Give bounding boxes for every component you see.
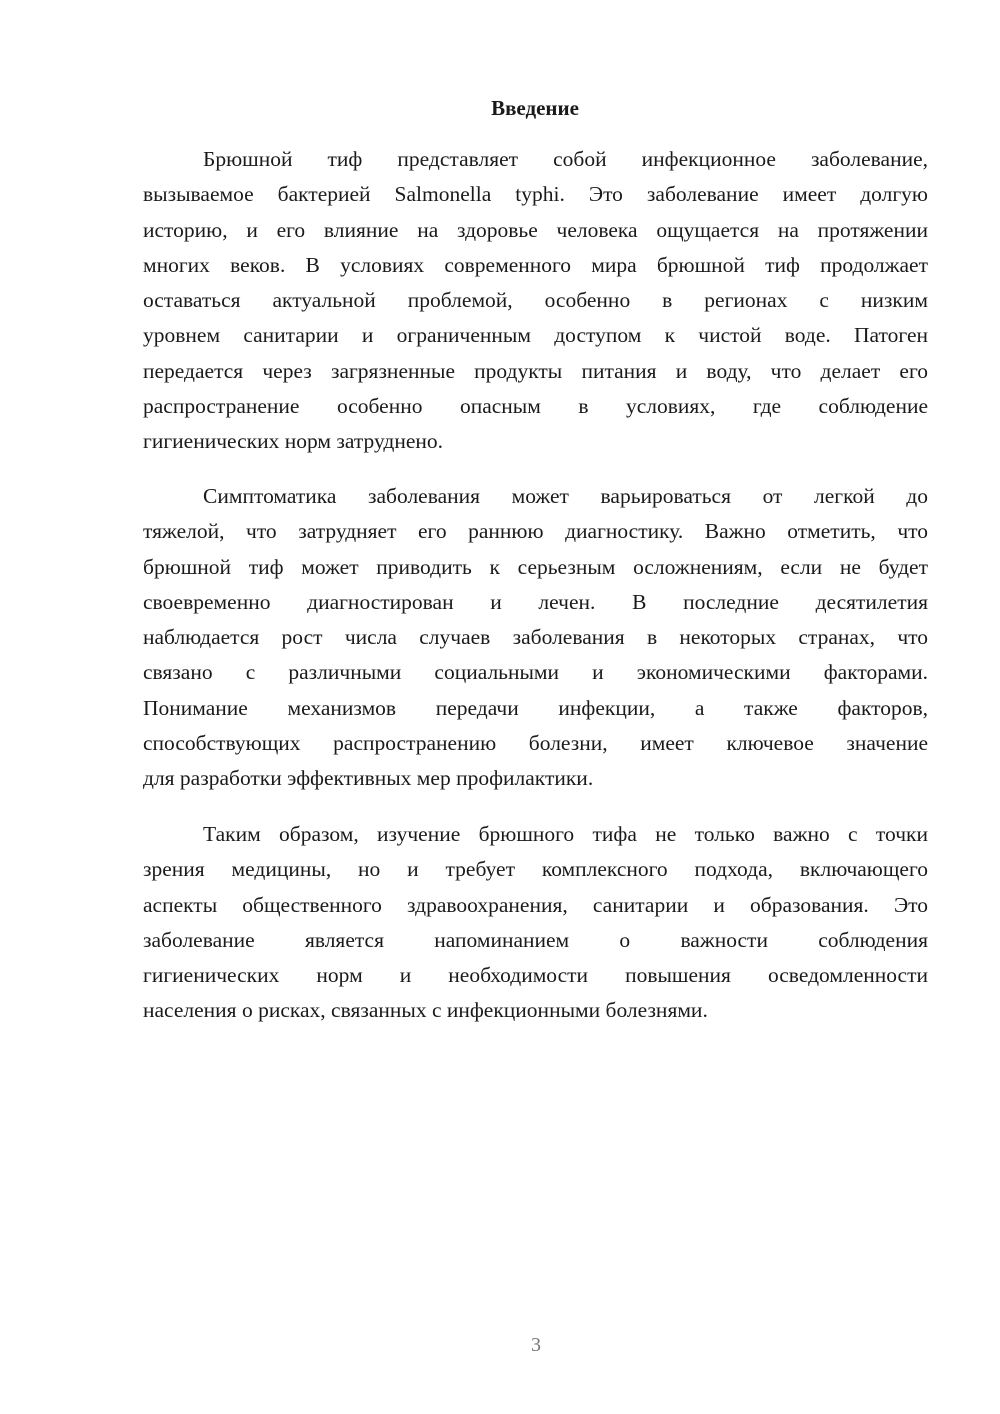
text-line: Симптоматика заболевания может варьироваться от легкой до (203, 484, 928, 508)
text-line: уровнем санитарии и ограниченным доступом к чистой воде. Патоген (143, 323, 928, 348)
text-line: Понимание механизмов передачи инфекции, а также факторов, (143, 695, 928, 720)
text-line: аспекты общественного здравоохранения, санитарии и образования. Это (143, 892, 928, 917)
paragraph-1 (143, 142, 928, 460)
text-line: гигиенических норм затруднено. (143, 429, 443, 454)
text-line: населения о рисках, связанных с инфекционными болезнями. (143, 998, 708, 1023)
text-line: многих веков. В условиях современного мира брюшной тиф продолжает (143, 252, 928, 277)
text-line: наблюдается рост числа случаев заболевания в некоторых странах, что (143, 625, 928, 650)
text-line: для разработки эффективных мер профилактики. (143, 766, 594, 791)
paragraph-2 (143, 479, 928, 797)
text-line: своевременно диагностирован и лечен. В последние десятилетия (143, 589, 928, 614)
text-line: вызываемое бактерией Salmonella typhi. Это заболевание имеет долгую (143, 182, 928, 207)
text-line: оставаться актуальной проблемой, особенно в регионах с низким (143, 288, 928, 313)
text-line: историю, и его влияние на здоровье человека ощущается на протяжении (143, 217, 928, 242)
section-title: Введение (491, 96, 579, 120)
text-line: тяжелой, что затрудняет его раннюю диагностику. Важно отметить, что (143, 519, 928, 544)
text-line: связано с различными социальными и экономическими факторами. (143, 660, 928, 685)
text-line: Таким образом, изучение брюшного тифа не только важно с точки (203, 822, 928, 846)
text-line: передается через загрязненные продукты питания и воду, что делает его (143, 358, 928, 383)
text-line: зрения медицины, но и требует комплексного подхода, включающего (143, 857, 928, 882)
text-line: гигиенических норм и необходимости повышения осведомленности (143, 963, 928, 988)
text-line: распространение особенно опасным в условиях, где соблюдение (143, 394, 928, 419)
text-line: Брюшной тиф представляет собой инфекционное заболевание, (203, 147, 928, 171)
text-line: способствующих распространению болезни, имеет ключевое значение (143, 731, 928, 756)
paragraph-3 (143, 817, 928, 1029)
text-line: заболевание является напоминанием о важности соблюдения (143, 927, 928, 952)
page-number: 3 (531, 1334, 541, 1356)
text-line: брюшной тиф может приводить к серьезным осложнениям, если не будет (143, 554, 928, 579)
